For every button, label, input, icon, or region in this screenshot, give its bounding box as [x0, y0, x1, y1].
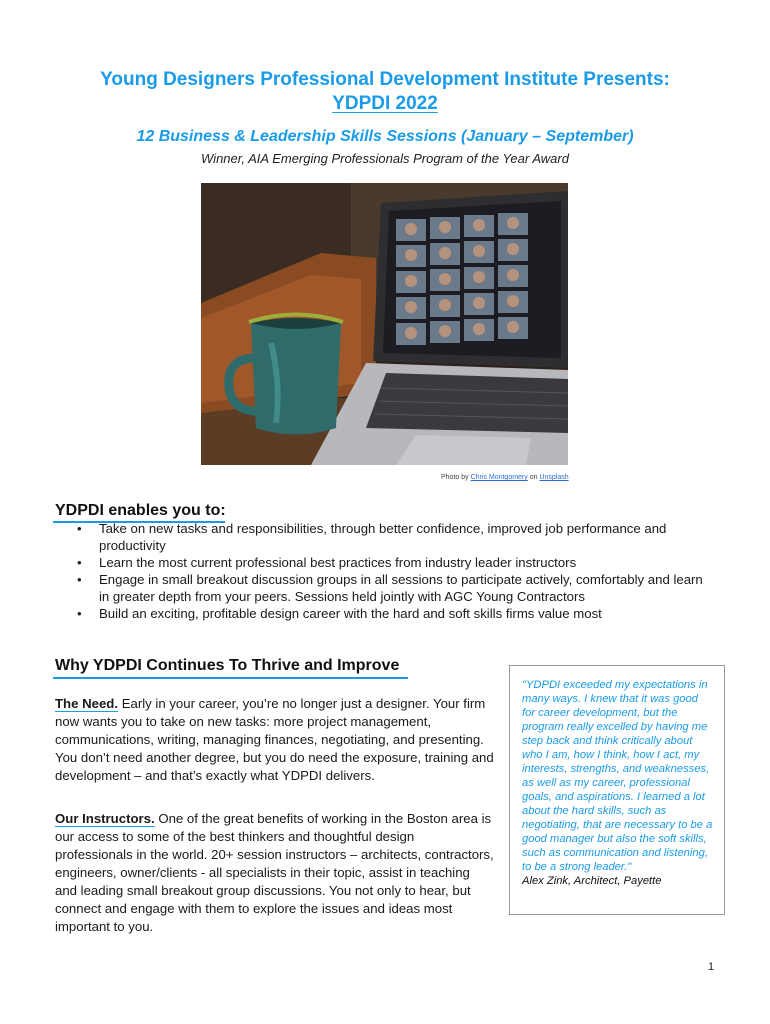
need-paragraph — [55, 695, 495, 785]
award-line: Winner, AIA Emerging Professionals Program of the Year Award — [201, 151, 569, 166]
why-heading — [55, 657, 399, 675]
page-number: 1 — [708, 961, 715, 973]
why-heading-text: Why YDPDI Continues To Thrive and Improve — [55, 657, 400, 674]
bullet-icon: • — [77, 572, 82, 587]
list-item-text: Engage in small breakout discussion groups in all sessions to participate actively, comfortably and learn in greater depth from your peers. Sessions held jointly with AGC Young Contractors — [99, 572, 703, 604]
list-item-text: Build an exciting, profitable design career with the hard and soft skills firms value most — [99, 606, 602, 621]
testimonial-author: Alex Zink, Architect, Payette — [522, 875, 662, 887]
instructors-lead: Our Instructors. — [55, 811, 155, 826]
testimonial-box — [509, 665, 725, 915]
list-item — [55, 520, 715, 554]
list-item — [55, 571, 715, 605]
title-line-1: Young Designers Professional Development Institute Presents: — [100, 69, 670, 90]
list-item-text: Take on new tasks and responsibilities, through better confidence, improved job performance and productivity — [99, 521, 667, 553]
list-item — [55, 605, 715, 622]
title-line-2: YDPDI 2022 — [332, 93, 438, 114]
bullet-icon: • — [77, 521, 82, 536]
bullet-icon: • — [77, 606, 82, 621]
laptop-video-call-photo — [201, 183, 568, 465]
instructors-text: One of the great benefits of working in the Boston area is our access to some of the best thinkers and thoughtful design professionals in the world. 20+ session instructors – architects, contractors, engineers, owner/clients - all specialists in their topic, assist in teaching and leading small breakout group discussions. You not only to hear, but connect and engage with them to explore the issues and ideas most important to you. — [55, 811, 494, 934]
credit-prefix: Photo by — [441, 474, 471, 481]
credit-mid: on — [527, 474, 540, 481]
need-text: Early in your career, you’re no longer just a designer. Your firm now wants you to take on new tasks: more project management, communications, writing, managing finances, negotiating, and presenting. You don’t need another degree, but you do need the exposure, training and development – and that’s exactly what YDPDI delivers. — [55, 696, 494, 783]
instructors-paragraph — [55, 810, 495, 936]
bullet-icon: • — [77, 555, 82, 570]
enables-heading — [55, 502, 226, 520]
photo-credit — [441, 474, 569, 481]
credit-author-link[interactable]: Chris Montgomery — [470, 474, 528, 481]
enables-heading-text: YDPDI enables you to: — [55, 502, 226, 519]
subtitle: 12 Business & Leadership Skills Sessions (January – September) — [136, 128, 634, 145]
enables-list — [55, 520, 715, 622]
list-item-text: Learn the most current professional best practices from industry leader instructors — [99, 555, 577, 570]
credit-site-link[interactable]: Unsplash — [539, 474, 569, 481]
testimonial-quote: "YDPDI exceeded my expectations in many ways. I knew that it was good for career development, but the program really excelled by having me step back and think critically about who I am, how I think, how I act, my interests, strengths, and weaknesses, as well as my career, professional goals, and aspirations. I learned a lot about the hard skills, such as negotiating, that are necessary to be a good manager but also the soft skills, such as communication and listening, to be a strong leader." — [522, 679, 713, 873]
list-item — [55, 554, 715, 571]
why-heading-underline — [53, 677, 408, 679]
need-lead: The Need. — [55, 696, 119, 711]
